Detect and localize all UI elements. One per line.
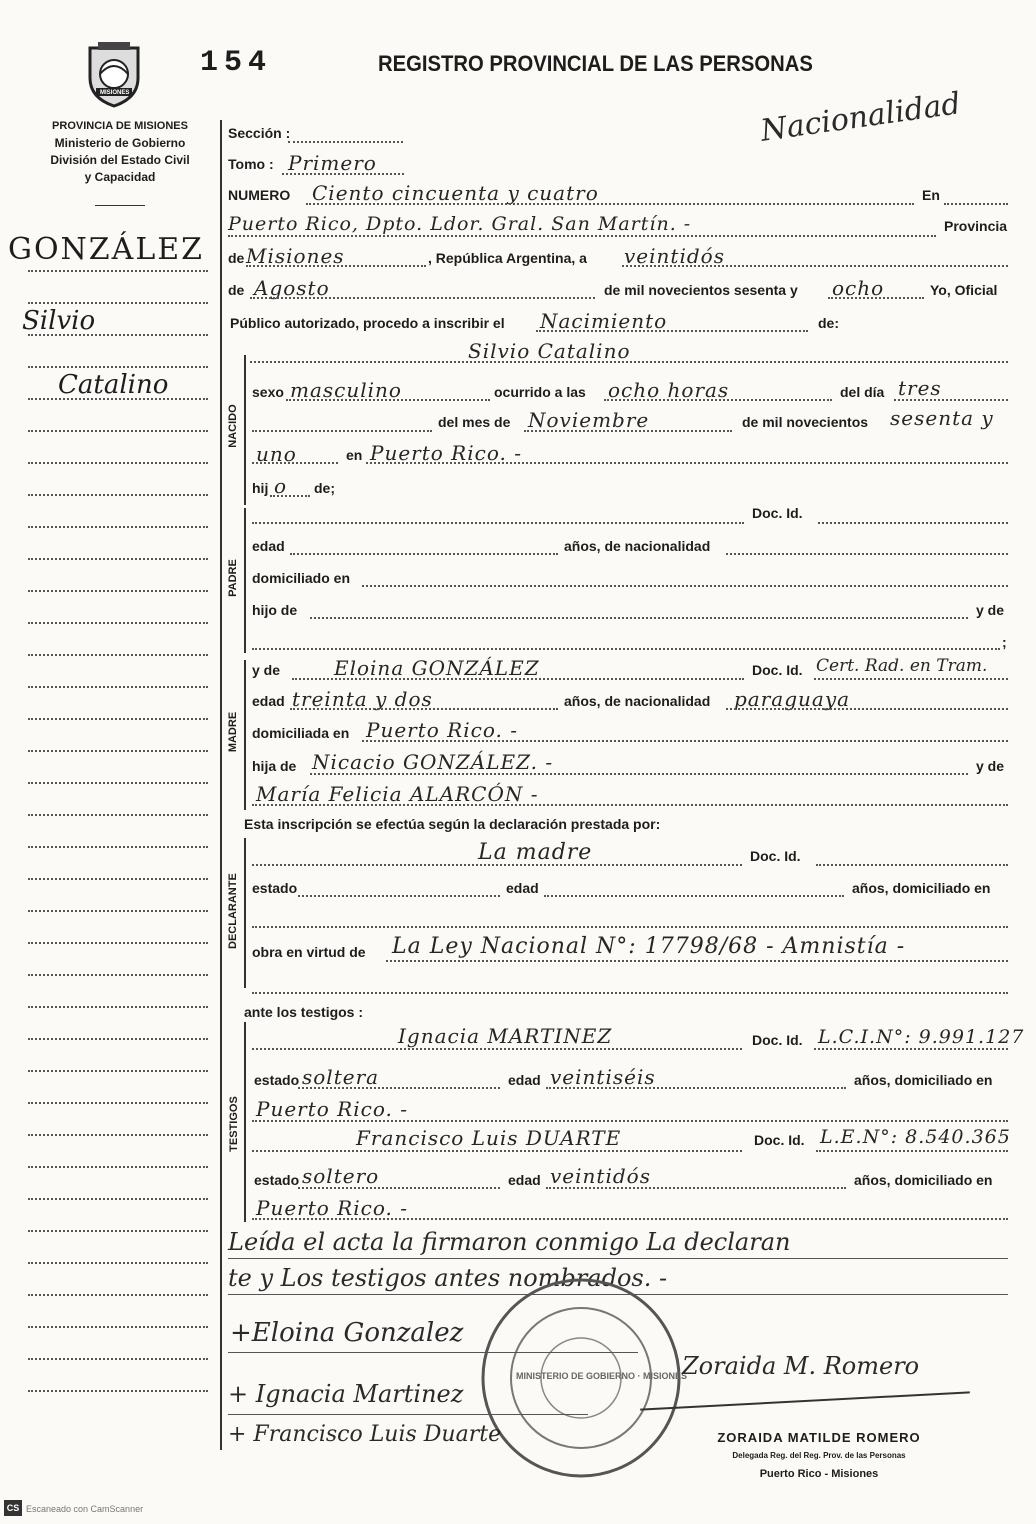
margin-rule (28, 686, 208, 688)
margin-rule (28, 334, 208, 336)
signature-madre: +Eloina Gonzalez (230, 1318, 464, 1348)
value-abuelo: Nicacio GONZÁLEZ. - (312, 750, 554, 774)
label-ante: ante los testigos : (244, 1004, 364, 1020)
label-seccion: Sección : (228, 125, 291, 141)
label-hijade: hija de (252, 758, 297, 774)
label-ocurrido: ocurrido a las (494, 384, 586, 400)
margin-rule (28, 1006, 208, 1008)
label-republica: , República Argentina, a (428, 250, 587, 266)
label-domiciliado-padre: domiciliado en (252, 570, 351, 586)
capacity-name: y Capacidad (84, 170, 156, 184)
emblem-text: MISIONES (100, 90, 130, 96)
signature-oficial: Zoraida M. Romero (682, 1352, 920, 1380)
label-anosdom-t1: años, domiciliado en (854, 1072, 993, 1088)
section-madre: MADRE (227, 711, 239, 753)
label-milnov2: de mil novecientos (742, 414, 869, 430)
margin-rule (28, 910, 208, 912)
margin-rule (28, 814, 208, 816)
value-t2-doc: L.E.N°: 8.540.365 (820, 1126, 1011, 1148)
value-sexo: masculino (290, 378, 402, 402)
officer-stamp (694, 1430, 944, 1480)
margin-rule (28, 846, 208, 848)
label-domiciliada: domiciliada en (252, 725, 350, 741)
margin-rule (28, 526, 208, 528)
label-de3: de: (818, 315, 839, 331)
label-sexo: sexo (252, 384, 284, 400)
margin-rule (28, 494, 208, 496)
label-anosnac-madre: años, de nacionalidad (564, 693, 711, 709)
margin-rule (28, 1294, 208, 1296)
value-mes-nac: Noviembre (528, 408, 650, 432)
margin-rule (28, 974, 208, 976)
label-yde-madre: y de (252, 662, 281, 678)
label-inscripcion: Esta inscripción se efectúa según la declaración prestada por: (244, 816, 661, 832)
value-madre-doc: Cert. Rad. en Tram. (816, 656, 988, 676)
label-numero: NUMERO (228, 187, 291, 203)
label-edad-padre: edad (252, 538, 285, 554)
margin-rule (28, 718, 208, 720)
label-yde-padre: y de (976, 602, 1005, 618)
margin-rule (28, 942, 208, 944)
division-name: División del Estado Civil (50, 153, 190, 167)
margin-given2: Catalino (58, 370, 169, 400)
margin-rule (28, 398, 208, 400)
value-t1-edad: veintiséis (550, 1065, 656, 1089)
value-t2-nombre: Francisco Luis DUARTE (356, 1126, 622, 1150)
margin-given1: Silvio (22, 306, 96, 336)
margin-rule (28, 1198, 208, 1200)
value-dia-nac: tres (898, 376, 942, 400)
seal-text: MINISTERIO DE GOBIERNO · MISIONES (516, 1371, 688, 1381)
camscanner-logo: CS (4, 1500, 22, 1516)
label-deldia: del día (840, 384, 885, 400)
signature-t1: + Ignacia Martinez (228, 1380, 464, 1408)
stamp-role: Delegada Reg. del Reg. Prov. de las Personas (732, 1451, 906, 1460)
nationality-annotation: Nacionalidad (758, 86, 963, 149)
stamp-name: ZORAIDA MATILDE ROMERO (717, 1430, 921, 1445)
margin-rule (28, 1038, 208, 1040)
label-edad-madre: edad (252, 693, 285, 709)
margin-rule (28, 590, 208, 592)
value-t1-dom: Puerto Rico. - (256, 1097, 408, 1121)
value-t2-edad: veintidós (550, 1164, 651, 1188)
label-de4: de; (314, 480, 335, 496)
label-docid-madre: Doc. Id. (752, 662, 803, 678)
margin-rule (28, 622, 208, 624)
label-docid-t2: Doc. Id. (754, 1132, 805, 1148)
label-hij: hij (252, 480, 269, 496)
margin-rule (28, 750, 208, 752)
label-tomo: Tomo : (228, 156, 274, 172)
value-hora: ocho horas (608, 378, 730, 402)
label-docid-padre: Doc. Id. (752, 505, 803, 521)
margin-rule (28, 1102, 208, 1104)
province-name: PROVINCIA DE MISIONES (52, 120, 188, 132)
label-en: En (922, 187, 940, 203)
margin-rule (28, 558, 208, 560)
closing-line-1: Leída el acta la firmaron conmigo La declaran (228, 1228, 791, 1256)
label-milnov: de mil novecientos sesenta y (604, 282, 798, 298)
label-edad-declarante: edad (506, 880, 539, 896)
value-dia: veintidós (624, 244, 725, 268)
section-nacido: NACIDO (227, 404, 239, 448)
margin-rule (28, 462, 208, 464)
label-oficial: Yo, Oficial (930, 282, 998, 298)
label-semicolon: ; (1002, 634, 1007, 650)
margin-rule (28, 1390, 208, 1392)
value-anio-nac: sesenta y (890, 406, 994, 430)
value-acto: Nacimiento (540, 309, 668, 333)
section-declarante: DECLARANTE (227, 873, 239, 949)
value-ley: La Ley Nacional N°: 17798/68 - Amnistía - (392, 934, 906, 959)
value-madre-nac: paraguaya (734, 687, 851, 711)
value-madre: Eloina GONZÁLEZ (334, 656, 540, 680)
label-anosdom-declarante: años, domiciliado en (852, 880, 991, 896)
label-obra: obra en virtud de (252, 944, 366, 960)
margin-rule (28, 878, 208, 880)
value-mes: Agosto (254, 276, 330, 300)
margin-rule (28, 1358, 208, 1360)
label-de: de (228, 250, 245, 266)
label-edad-t2: edad (508, 1172, 541, 1188)
margin-rule (28, 302, 208, 304)
value-tomo: Primero (288, 151, 377, 175)
label-anosdom-t2: años, domiciliado en (854, 1172, 993, 1188)
value-lugar-nac: Puerto Rico. - (370, 441, 522, 465)
label-anosnac-padre: años, de nacionalidad (564, 538, 711, 554)
label-provincia: Provincia (944, 218, 1008, 234)
label-docid-t1: Doc. Id. (752, 1032, 803, 1048)
label-estado-declarante: estado (252, 880, 298, 896)
margin-divider (220, 120, 222, 1450)
label-docid-declarante: Doc. Id. (750, 848, 801, 864)
official-seal (478, 1275, 688, 1481)
value-declarante: La madre (478, 840, 593, 865)
registry-number: 154 (200, 46, 273, 80)
margin-rule (28, 366, 208, 368)
value-t2-estado: soltero (302, 1164, 380, 1188)
section-padre: PADRE (227, 559, 239, 597)
margin-rule (28, 430, 208, 432)
closing-line-2: te y Los testigos antes nombrados. - (228, 1264, 668, 1292)
label-en2: en (346, 447, 363, 463)
label-estado-t2: estado (254, 1172, 300, 1188)
label-delmes: del mes de (438, 414, 511, 430)
label-de2: de (228, 282, 245, 298)
label-yde-madre2: y de (976, 758, 1005, 774)
section-testigos: TESTIGOS (228, 1096, 240, 1152)
margin-rule (28, 270, 208, 272)
value-madre-edad: treinta y dos (292, 687, 433, 711)
margin-rule (28, 1326, 208, 1328)
value-provincia: Misiones (246, 244, 345, 268)
document-title: REGISTRO PROVINCIAL DE LAS PERSONAS (378, 51, 813, 76)
label-publico: Público autorizado, procedo a inscribir el (230, 315, 505, 331)
value-numero: Ciento cincuenta y cuatro (312, 181, 599, 205)
stamp-place: Puerto Rico - Misiones (759, 1468, 879, 1480)
margin-rule (28, 1134, 208, 1136)
margin-rule (28, 1166, 208, 1168)
margin-rule (28, 1070, 208, 1072)
value-lugar: Puerto Rico, Dpto. Ldor. Gral. San Martín. - (228, 213, 692, 235)
margin-rule (28, 654, 208, 656)
margin-rule (28, 782, 208, 784)
scanner-note: Escaneado con CamScanner (26, 1504, 144, 1514)
label-edad-t1: edad (508, 1072, 541, 1088)
value-anio: ocho (832, 276, 885, 300)
value-hij: o (274, 474, 288, 498)
margin-rule (28, 1230, 208, 1232)
value-nombre: Silvio Catalino (468, 339, 631, 363)
value-abuela: María Felicia ALARCÓN - (256, 782, 539, 806)
value-t1-estado: soltera (302, 1065, 380, 1089)
label-estado-t1: estado (254, 1072, 300, 1088)
office-header (20, 118, 220, 186)
value-t2-dom: Puerto Rico. - (256, 1196, 408, 1220)
province-emblem (80, 38, 148, 108)
label-hijode-padre: hijo de (252, 602, 298, 618)
margin-surname: GONZÁLEZ (8, 232, 204, 267)
signature-t2: + Francisco Luis Duarte (228, 1422, 502, 1447)
value-madre-dom: Puerto Rico. - (366, 718, 518, 742)
margin-rule (28, 1262, 208, 1264)
value-t1-doc: L.C.I.N°: 9.991.127 (818, 1026, 1025, 1048)
value-t1-nombre: Ignacia MARTINEZ (398, 1024, 613, 1048)
ministry-name: Ministerio de Gobierno (54, 136, 186, 150)
value-anio-nac2: uno (256, 442, 297, 466)
